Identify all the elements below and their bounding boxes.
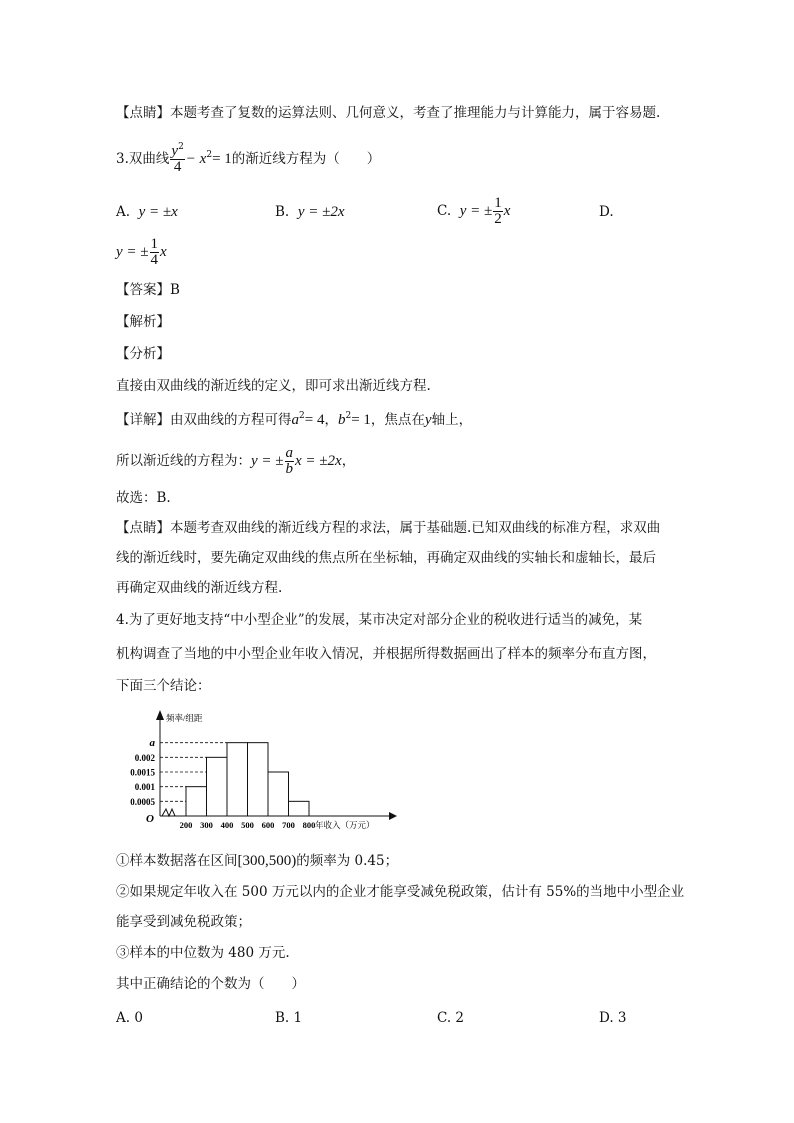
q3-comment-line1: 【点睛】本题考查双曲线的渐近线方程的求法，属于基础题.已知双曲线的标准方程，求双曲 [116, 520, 661, 536]
frequency-histogram [114, 708, 404, 833]
x-tick-label: 500 [241, 820, 254, 830]
y-tick-label: 0.0005 [130, 796, 155, 807]
q4-option-c: C. 2 [437, 1010, 465, 1026]
q4-conclusion-1: ①样本数据落在区间[300,500)的频率为 0.45； [116, 853, 399, 869]
q4-question: 其中正确结论的个数为（ ） [116, 976, 305, 992]
q3-choose: 故选：B. [116, 490, 171, 506]
q3-stem-suffix: 的渐近线方程为（ ） [231, 151, 381, 167]
histogram-bar [207, 757, 228, 816]
q3-answer: 【答案】B [116, 282, 180, 298]
q4-stem-line1: 4.为了更好地支持“中小型企业”的发展，某市决定对部分企业的税收进行适当的减免，某 [116, 612, 643, 628]
q3-fenxi-tag: 【分析】 [116, 346, 170, 362]
histogram-bar [268, 772, 289, 816]
x-tick-label: 600 [261, 820, 275, 830]
x-tick-label: 200 [179, 820, 193, 830]
y-axis-arrow [156, 710, 164, 720]
q3-comment-line3: 再确定双曲线的渐近线方程. [116, 580, 283, 596]
y-axis-label: 频率/组距 [166, 713, 203, 723]
q3-detail-line2: 所以渐近线的方程为：y = ± $\frac{a}{b}$ x = ±2x， [116, 445, 356, 477]
comment-line-p1 [116, 103, 660, 123]
q3-fenxi-text: 直接由双曲线的渐近线的定义，即可求出渐近线方程. [116, 378, 431, 394]
q4-conclusion-2-line2: 能享受到减免税政策； [116, 914, 251, 930]
q4-option-b: B. 1 [275, 1010, 303, 1026]
histogram-bar [186, 787, 207, 816]
comment-tag: 【点睛】 [116, 105, 170, 121]
q3-stem: 3.双曲线 $\frac{y^2}{4}$ − $x^2= 1$的渐近线方程为（ ） [116, 142, 381, 175]
x-tick-label: 700 [282, 820, 295, 830]
q3-option-c: C. y = ± $\frac{1}{2}$ x [437, 195, 511, 227]
x-tick-label: 400 [220, 820, 234, 830]
q4-stem-line2: 机构调查了当地的中小型企业年收入情况，并根据所得数据画出了样本的频率分布直方图， [116, 646, 656, 662]
y-tick-label: 0.002 [134, 752, 155, 763]
x-axis-arrow [389, 812, 397, 820]
origin-label: O [146, 813, 154, 825]
histogram-bar [227, 743, 248, 816]
y-tick-label: 0.0015 [130, 767, 155, 778]
axis-break [162, 809, 175, 816]
y-tick-label: a [149, 737, 155, 750]
q3-detail-line: 【详解】由双曲线的方程可得$a^2= 4$，$b^2= 1$，焦点在y轴上， [116, 411, 473, 428]
y-tick-label: 0.001 [134, 782, 155, 793]
q4-conclusion-3: ③样本的中位数为 480 万元. [116, 945, 290, 961]
q3-eq-rhs: = 1 [212, 151, 232, 167]
q3-stem-prefix: 3.双曲线 [116, 151, 170, 167]
q4-option-d: D. 3 [599, 1010, 627, 1026]
x-axis-label: 年收入（万元） [315, 820, 375, 830]
histogram-bar [248, 743, 269, 816]
q3-eq-minus: − x [185, 151, 207, 167]
q3-analysis-tag: 【解析】 [116, 314, 170, 330]
q3-equation-fraction: $\frac{y^2}{4}$ [171, 142, 184, 175]
q3-option-d: y = ± $\frac{1}{4}$ x [116, 236, 167, 268]
q3-option-d-label: D. [599, 204, 614, 220]
x-tick-label: 800 [302, 820, 316, 830]
comment-text: 本题考查了复数的运算法则、几何意义，考查了推理能力与计算能力，属于容易题. [170, 105, 661, 121]
histogram-bar [289, 801, 310, 816]
q3-comment-line2: 线的渐近线时，要先确定双曲线的焦点所在坐标轴，再确定双曲线的实轴长和虚轴长，最后 [116, 550, 656, 566]
x-tick-label: 300 [200, 820, 213, 830]
q4-stem-line3: 下面三个结论： [116, 678, 211, 694]
q3-option-a: A. y = ±x [116, 204, 178, 220]
q4-option-a: A. 0 [116, 1010, 143, 1026]
q3-option-b: B. y = ±2x [275, 204, 345, 220]
q4-conclusion-2-line1: ②如果规定年收入在 500 万元以内的企业才能享受减免税政策，估计有 55%的当地中小型企业 [116, 884, 685, 900]
